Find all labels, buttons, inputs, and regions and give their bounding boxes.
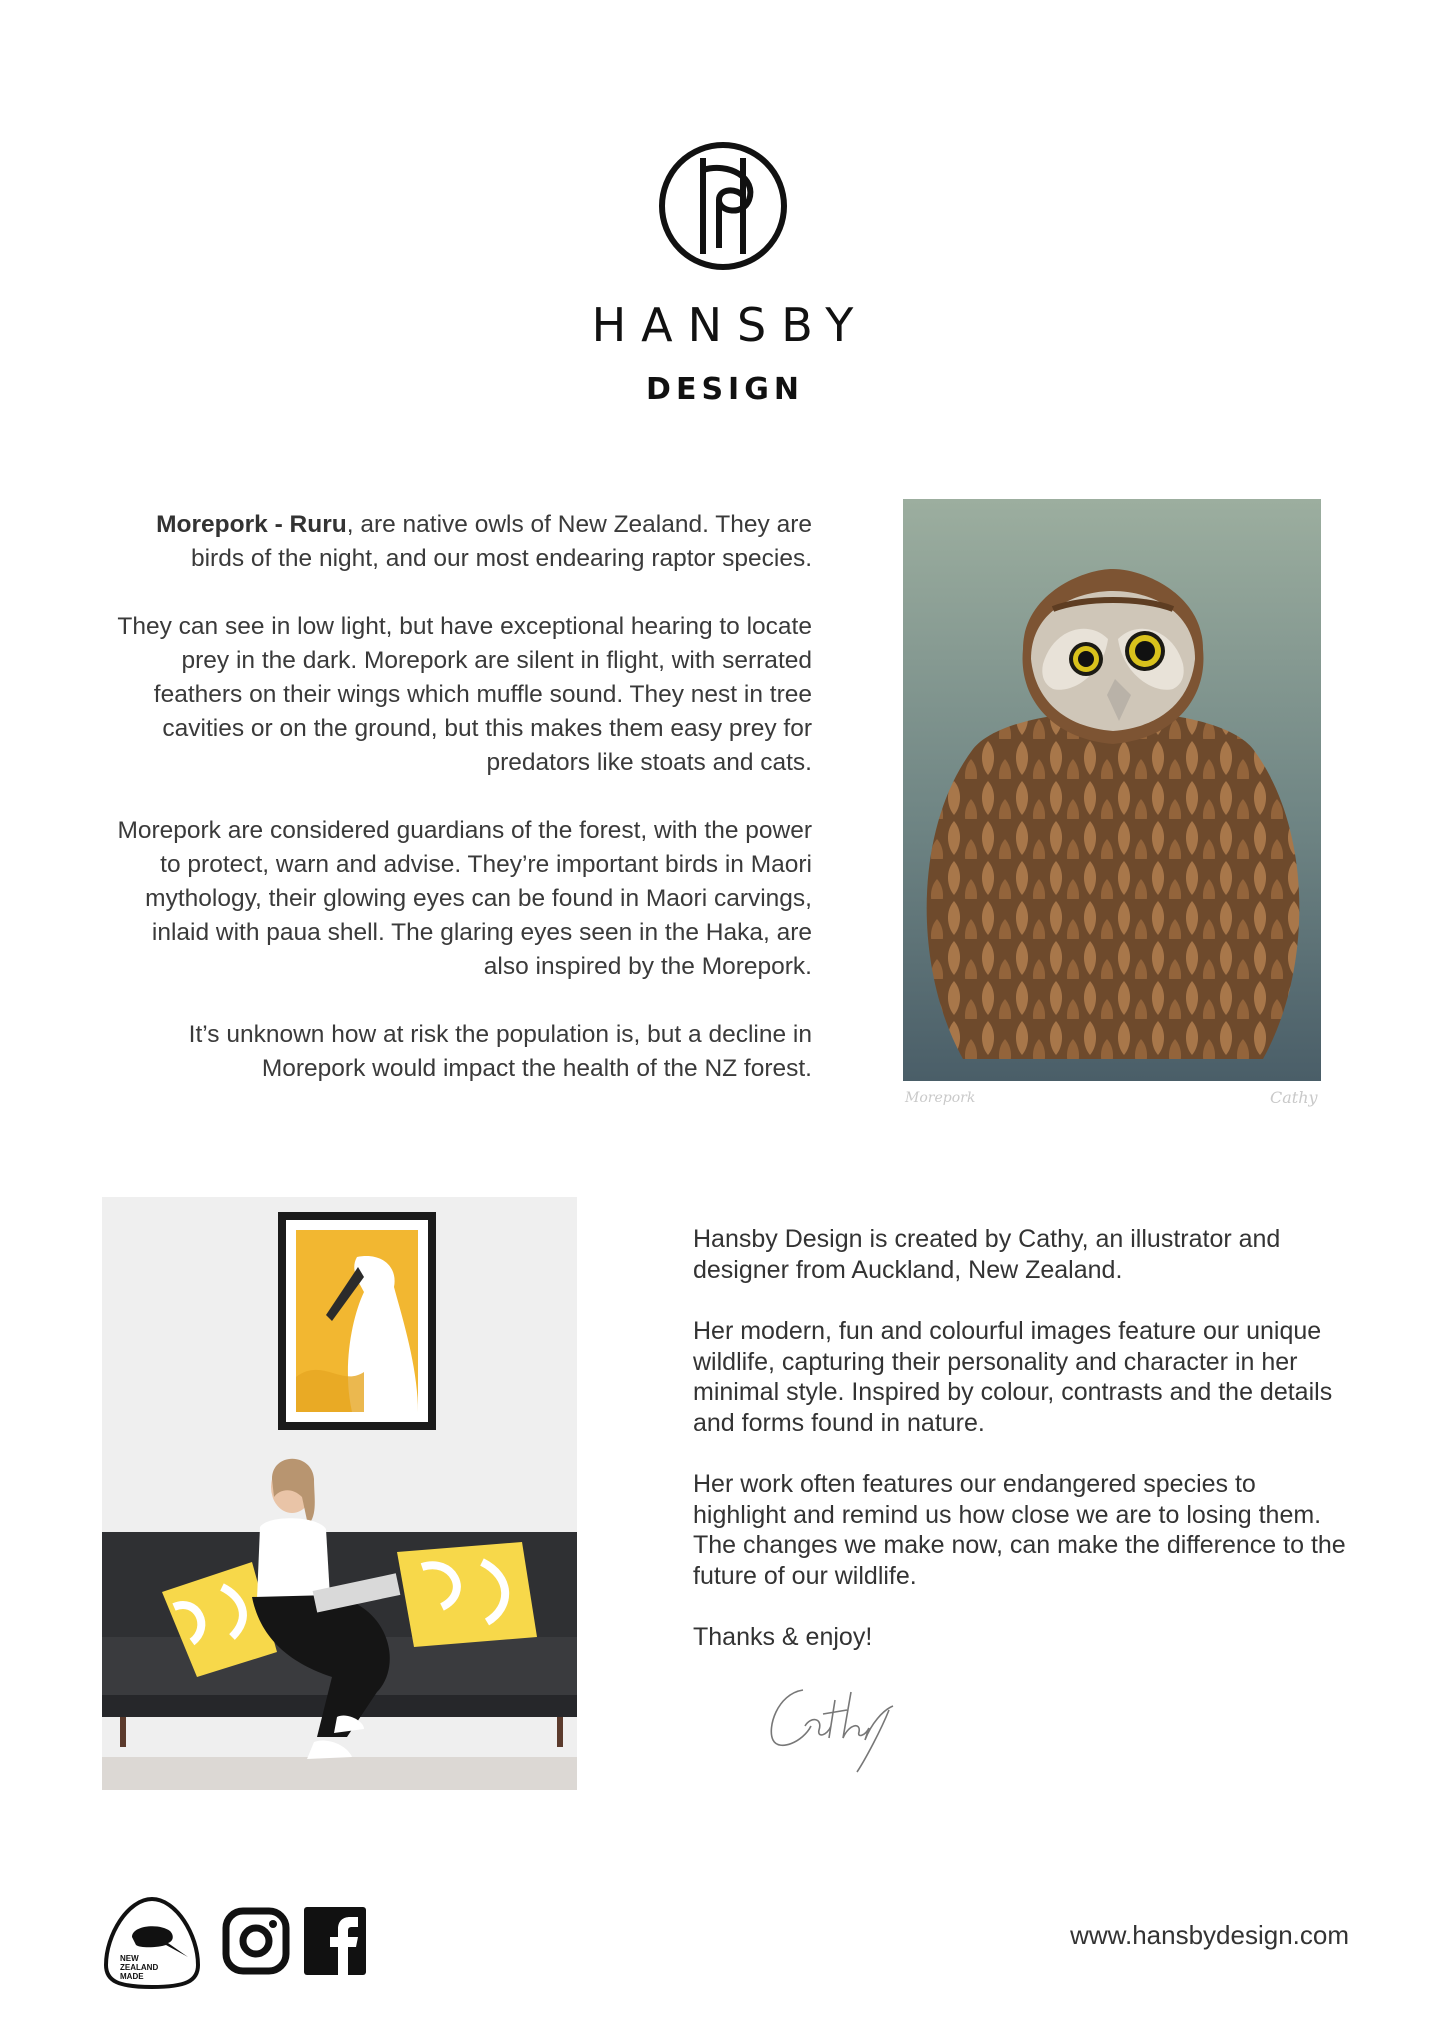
about-closing: Thanks & enjoy! [693, 1623, 873, 1651]
about-para-1: Hansby Design is created by Cathy, an illustrator and designer from Auckland, New Zealand. [693, 1225, 1281, 1284]
print-artist-signature: Cathy [1270, 1088, 1318, 1107]
instagram-icon[interactable] [222, 1907, 290, 1975]
cathy-signature [765, 1680, 905, 1775]
about-para-2: Her modern, fun and colourful images feature our unique wildlife, capturing their personality and character in her minimal style. Inspired by colour, contrasts and the details and forms found in nature. [693, 1317, 1333, 1437]
logo-monogram: HP [722, 268, 724, 269]
print-title-signature: Morepork [905, 1090, 976, 1106]
about-para-3: Her work often features our endangered species to highlight and remind us how close we are to losing them. The changes we make now, can make the difference to the future of our wildlife. [693, 1470, 1346, 1590]
brand-name: HANSBY [591, 298, 869, 352]
about-artist [693, 1224, 1353, 1684]
morepork-para-4: It’s unknown how at risk the population is, but a decline in Morepork would impact the health of the NZ forest. [188, 1021, 812, 1082]
website-link[interactable]: www.hansbydesign.com [1070, 1920, 1349, 1950]
facebook-icon[interactable] [304, 1907, 366, 1975]
badge-line-2: ZEALAND [120, 1963, 159, 1972]
artist-photo [102, 1197, 577, 1790]
logo [0, 140, 1445, 407]
morepork-title: Morepork - Ruru [156, 511, 347, 538]
morepork-intro-text: , are native owls of New Zealand. They are birds of the night, and our most endearing raptor species. [190, 511, 812, 572]
badge-line-3: MADE [120, 1972, 144, 1981]
morepork-para-3: Morepork are considered guardians of the forest, with the power to protect, warn and advise. They’re important birds in Maori mythology, their glowing eyes can be found in Maori carvings, inlaid with paua shell. The glaring eyes seen in the Haka, are also inspired by the Morepork. [117, 817, 812, 980]
morepork-para-2: They can see in low light, but have exceptional hearing to locate prey in the dark. Morepork are silent in flight, with serrated feathers on their wings which muffle sound. They nest in tree cavities or on the ground, but this makes them easy prey for predators like stoats and cats. [117, 613, 812, 776]
hp-monogram-logo [657, 140, 789, 272]
nz-made-kiwi-badge [102, 1895, 202, 1990]
morepork-owl-illustration [903, 499, 1321, 1081]
badge-line-1: NEW [120, 1954, 139, 1963]
brand-subtitle: DESIGN [646, 372, 804, 407]
morepork-intro [110, 508, 812, 576]
morepork-description [110, 508, 812, 1120]
